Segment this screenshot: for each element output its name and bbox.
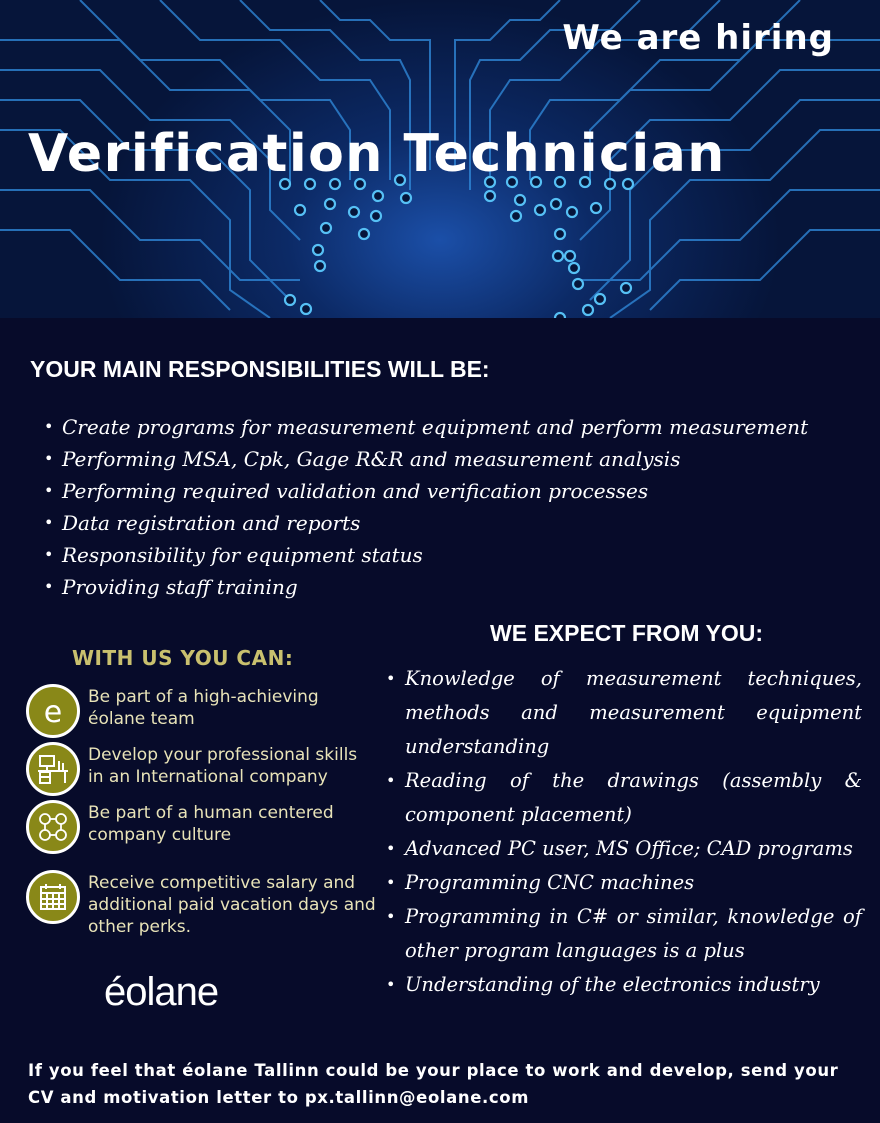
list-item: • Performing required validation and verification processes: [44, 475, 844, 507]
list-item: • Programming in C# or similar, knowledge of other program languages is a plus: [386, 900, 862, 968]
benefit-text: Receive competitive salary and additional paid vacation days and other perks.: [88, 873, 376, 937]
list-item: • Data registration and reports: [44, 507, 844, 539]
people-network-icon: [26, 800, 80, 854]
responsibilities-list: [44, 411, 844, 603]
benefit-item: [26, 870, 376, 937]
svg-text:e: e: [43, 695, 63, 730]
job-title: Verification Technician: [28, 124, 726, 184]
office-desk-icon: [26, 742, 80, 796]
list-item: • Advanced PC user, MS Office; CAD programs: [386, 832, 862, 866]
we-are-hiring-heading: We are hiring: [562, 18, 834, 58]
benefit-item: [26, 800, 376, 856]
expect-heading: WE EXPECT FROM YOU:: [490, 620, 764, 646]
e-logo-icon: [26, 684, 80, 738]
calendar-icon: [26, 870, 80, 924]
benefit-text: Be part of a high-achieving éolane team: [88, 687, 319, 729]
responsibilities-heading: YOUR MAIN RESPONSIBILITIES WILL BE:: [30, 356, 490, 382]
list-item: • Performing MSA, Cpk, Gage R&R and measurement analysis: [44, 443, 844, 475]
expectations-list: [386, 662, 862, 1002]
application-instructions: If you feel that éolane Tallinn could be your place to work and develop, send your CV and motivation letter to px.tallinn@eolane.com: [28, 1061, 839, 1107]
benefit-item: [26, 742, 376, 798]
list-item: • Responsibility for equipment status: [44, 539, 844, 571]
list-item: • Programming CNC machines: [386, 866, 862, 900]
list-item: • Reading of the drawings (assembly & component placement): [386, 764, 862, 832]
benefit-text: Develop your professional skills in an International company: [88, 745, 358, 787]
benefit-item: [26, 684, 376, 740]
list-item: • Understanding of the electronics industry: [386, 968, 862, 1002]
eolane-logo: éolane: [104, 970, 219, 1014]
list-item: • Create programs for measurement equipment and perform measurement: [44, 411, 844, 443]
list-item: • Knowledge of measurement techniques, methods and measurement equipment understanding: [386, 662, 862, 764]
benefit-text: Be part of a human centered company culture: [88, 803, 334, 845]
hero-banner: [0, 0, 880, 318]
with-us-heading: WITH US YOU CAN:: [72, 646, 294, 670]
list-item: • Providing staff training: [44, 571, 844, 603]
